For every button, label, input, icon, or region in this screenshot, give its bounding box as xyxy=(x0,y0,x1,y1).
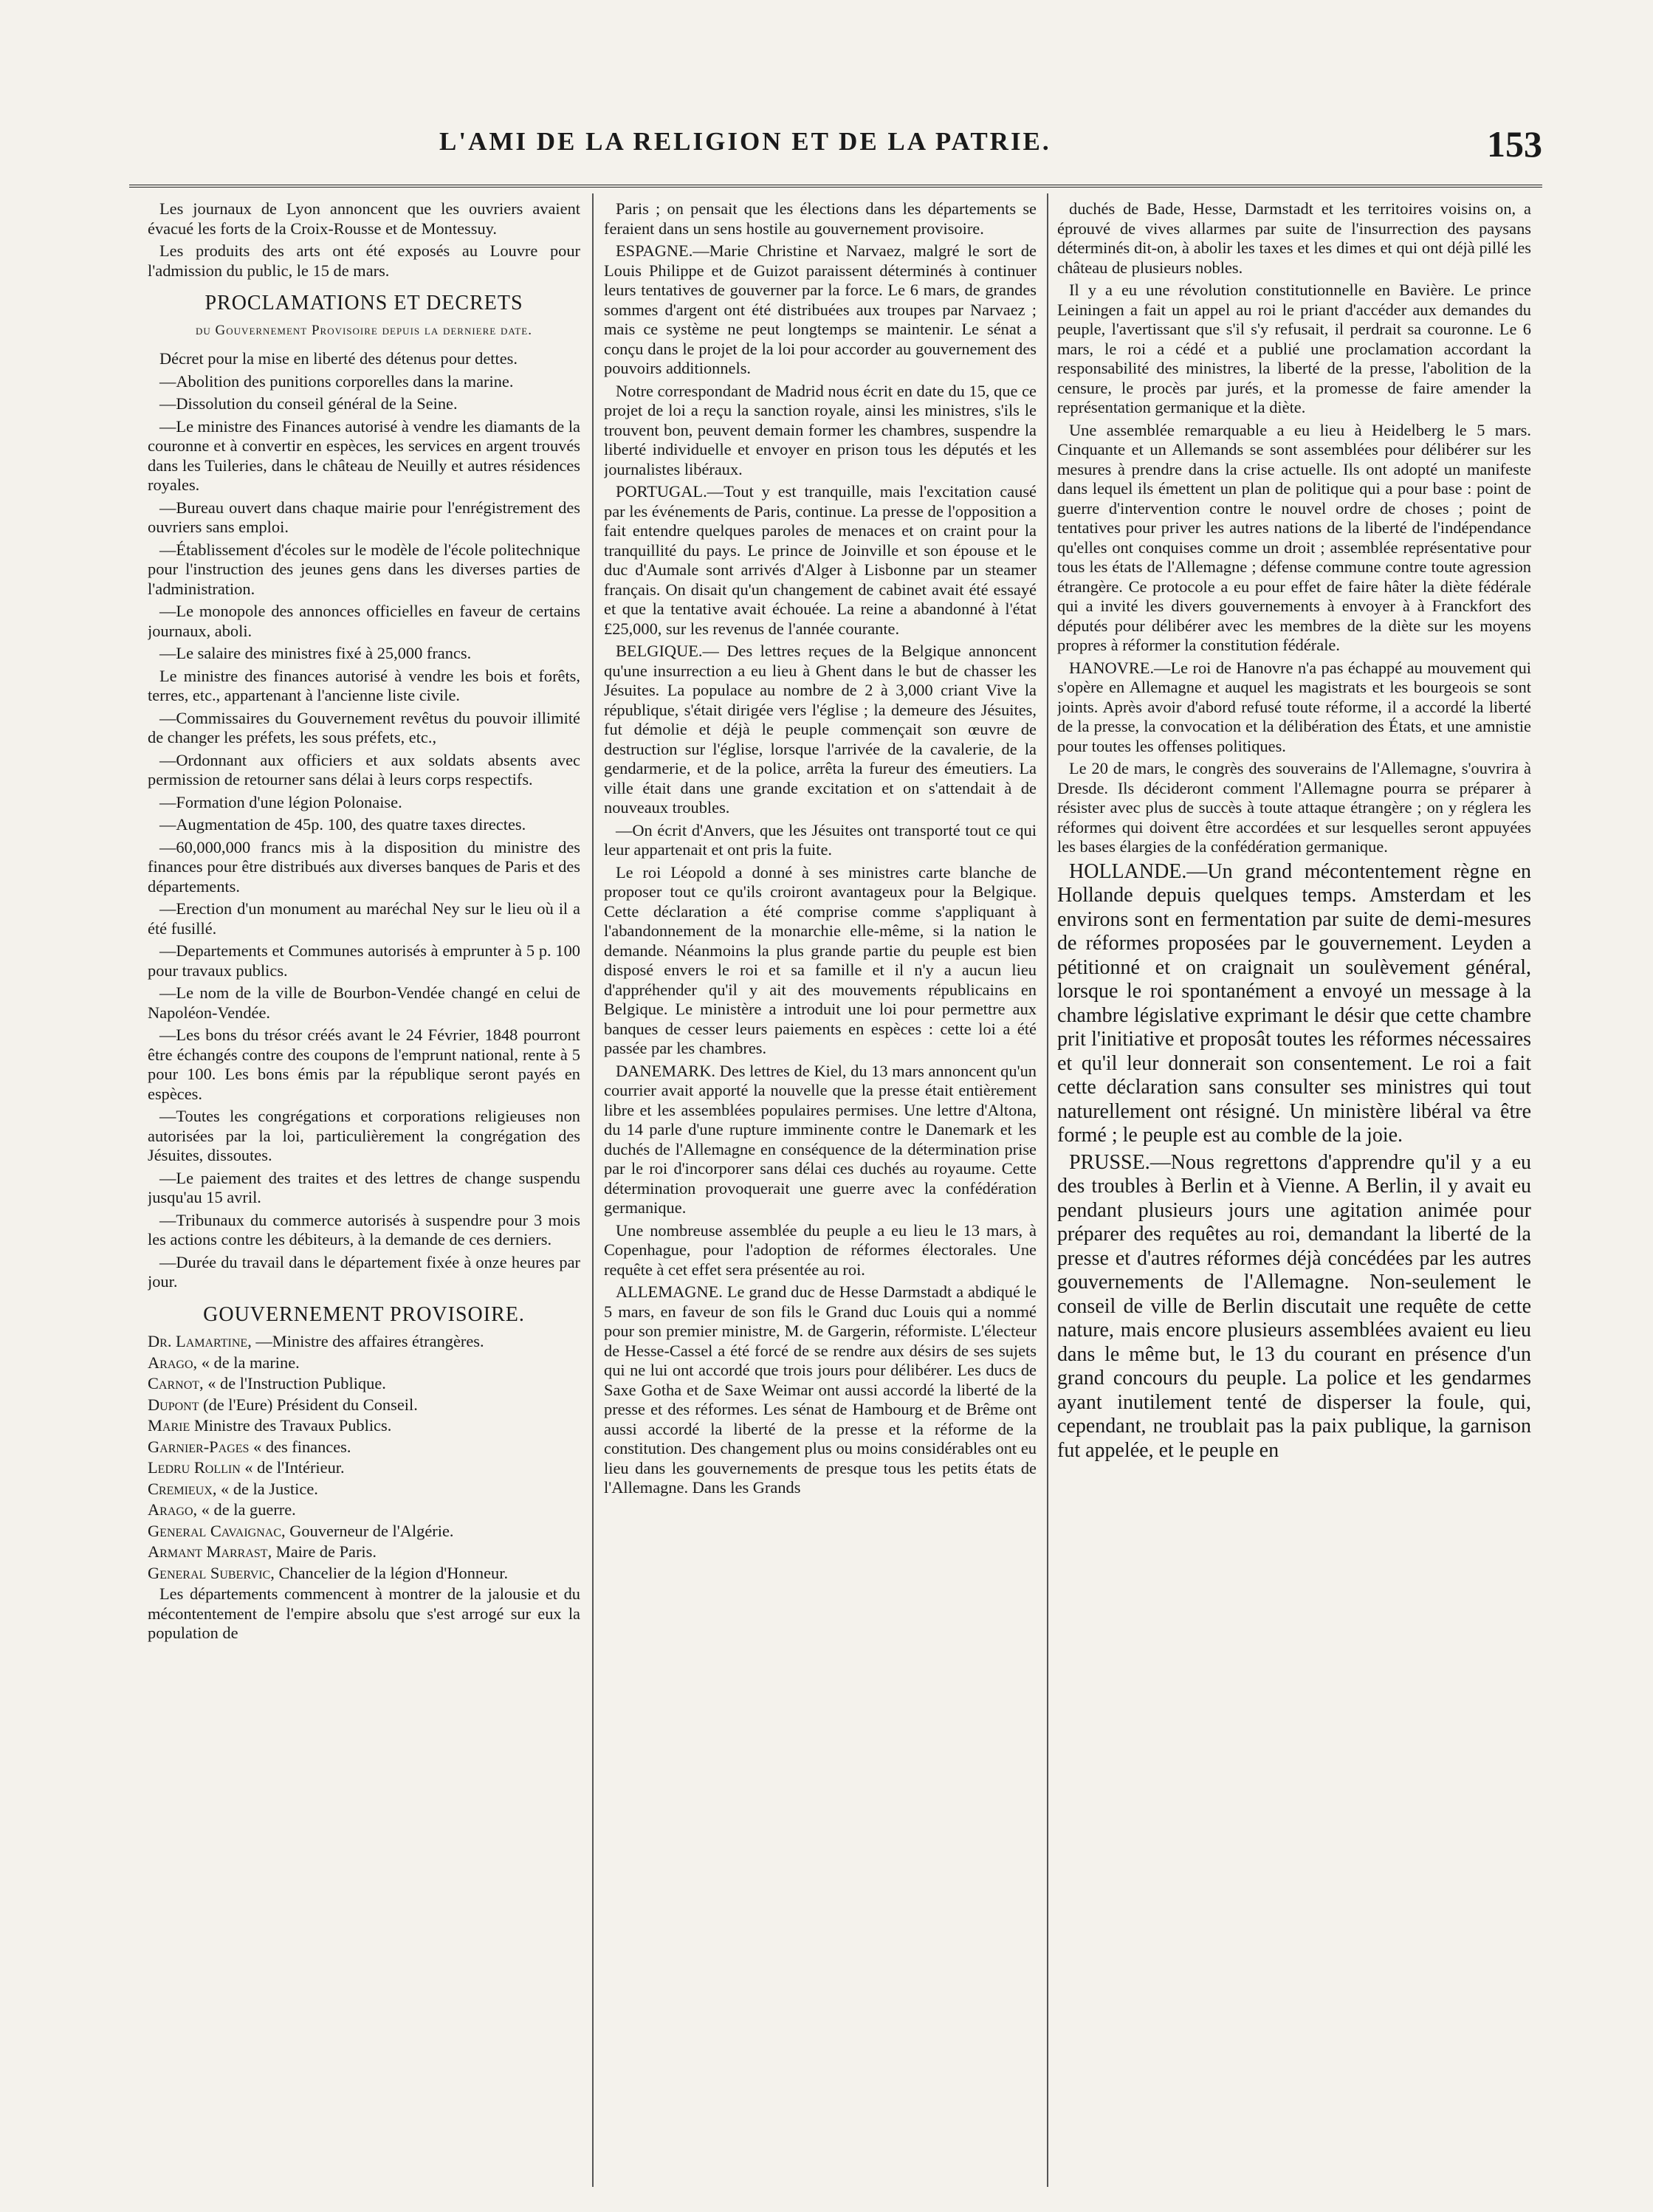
member-role: « de la Justice. xyxy=(221,1479,318,1498)
member-entry xyxy=(148,1542,580,1562)
decree-item: —Établissement d'écoles sur le modèle de l'école politechnique pour l'instruction des jeunes gens dans les diverses parties de l'administration. xyxy=(148,540,580,598)
journal-title: L'AMI DE LA RELIGION ET DE LA PATRIE. xyxy=(439,127,1051,156)
member-name: General Subervic, xyxy=(148,1563,275,1582)
decree-item: —Abolition des punitions corporelles dans la marine. xyxy=(159,371,514,391)
column-divider xyxy=(592,193,594,2187)
section-heading: PROCLAMATIONS ET DECRETS xyxy=(205,292,523,315)
member-entry xyxy=(148,1416,580,1436)
decree-item: —Formation d'une légion Polonaise. xyxy=(159,792,402,811)
paragraph: Il y a eu une révolution constitutionnelle en Bavière. Le prince Leiningen a fait un appel au roi le priant d'accéder aux demandes du peuple, l'avertissant que s'il s'y refusait, il perdrait sa couronne. Le 6 mars, le roi a cédé et a publié une proclamation accordant la responsabilité des ministres, la liberté de la presse, l'abolition de la censure, le procès par jurés, et la promesse de faire amender la représentation germanique et la diète. xyxy=(1057,281,1531,416)
member-name: Garnier-Pages xyxy=(148,1437,250,1456)
decree-item: —Augmentation de 45p. 100, des quatre taxes directes. xyxy=(159,815,526,834)
decree-item: —Dissolution du conseil général de la Seine. xyxy=(159,394,458,413)
decree-item: —Tribunaux du commerce autorisés à suspendre pour 3 mois les actions contre les débiteurs, à la demande de ces derniers. xyxy=(148,1210,580,1248)
member-role: Maire de Paris. xyxy=(275,1542,377,1561)
decree-item: —Le ministre des Finances autorisé à vendre les diamants de la couronne et à convertir en espèces, les services en argent trouvés dans les Tuileries, dans le château de Neuilly et autres résidences royales. xyxy=(148,416,580,494)
paragraph: PORTUGAL.—Tout y est tranquille, mais l'excitation causé par les événements de Paris, continue. La presse de l'opposition a fait entendre quelques paroles de menaces et on craint pour la tranquillité du pays. Le prince de Joinville et son épouse et le duc d'Aumale sont arrivés d'Alger à Lisbonne par un steamer français. On disait qu'un changement de cabinet avait été essayé et que la tentative avait échouée. La reine a abandonné à l'état £25,000, sur les revenus de l'année courante. xyxy=(604,482,1037,638)
member-role: —Ministre des affaires étrangères. xyxy=(255,1332,484,1350)
page-number: 153 xyxy=(1487,123,1542,165)
decree-item: —Le monopole des annonces officielles en faveur de certains journaux, aboli. xyxy=(148,602,580,640)
paragraph: ESPAGNE.—Marie Christine et Narvaez, malgré le sort de Louis Philippe et de Guizot paraissent déterminés à continuer leurs tentatives de gouverner par la force. Le 6 mars, de grandes sommes d'argent ont été distribuées aux troupes par Narvaez ; mais ce système ne peut longtemps se maintenir. Le sénat a conçu dans le projet de la loi pour accorder au gouvernement des pouvoirs additionnels. xyxy=(604,241,1037,377)
paragraph: Les journaux de Lyon annoncent que les ouvriers avaient évacué les forts de la Croix-Rousse et de Montessuy. xyxy=(148,199,580,238)
member-role: (de l'Eure) Président du Conseil. xyxy=(203,1395,418,1414)
member-role: « de la guerre. xyxy=(201,1500,296,1519)
paragraph-large: PRUSSE.—Nous regrettons d'apprendre qu'il y a eu des troubles à Berlin et à Vienne. A Berlin, il y avait eu pendant plusieurs jours une agitation animée pour préparer des requêtes au roi, demandant la liberté de la presse et d'autres réformes déjà concédées par les autres gouvernements de l'Allemagne. Non-seulement le conseil de ville de Berlin discutait une requête de cette nature, mais encore plusieurs assemblées avaient eu lieu dans le même but, le 13 du courant en présence d'un grand concours du peuple. La police et les gendarmes ayant inutilement tenté de disperser la foule, qui, cependant, ne troublait pas la paix publique, la garnison fut appelée, et le peuple en xyxy=(1057,1150,1531,1462)
member-entry xyxy=(148,1522,580,1542)
header-rule xyxy=(129,185,1542,188)
decree-item: —Ordonnant aux officiers et aux soldats absents avec permission de retourner sans délai à leurs corps respectifs. xyxy=(148,750,580,789)
decree-item: Le ministre des finances autorisé à vendre les bois et forêts, terres, etc., appartenant à l'ancienne liste civile. xyxy=(148,666,580,704)
member-entry xyxy=(148,1374,580,1394)
member-role: Gouverneur de l'Algérie. xyxy=(289,1521,454,1540)
paragraph: HANOVRE.—Le roi de Hanovre n'a pas échappé au mouvement qui s'opère en Allemagne et auquel les magistrats et les bourgeois se sont joints. Après avoir d'abord refusé toute réforme, il a accordé la liberté de la presse, la convocation et la délibération des États, et une amnistie pour toutes les offenses politiques. xyxy=(1057,658,1531,755)
decree-item: —Le nom de la ville de Bourbon-Vendée changé en celui de Napoléon-Vendée. xyxy=(148,983,580,1022)
paragraph: Notre correspondant de Madrid nous écrit en date du 15, que ce projet de loi a reçu la sanction royale, ainsi les ministres, s'ils le trouvent bon, peuvent demain former les chambres, suspendre la liberté individuelle et envoyer en prison tous les députés et les journalistes libéraux. xyxy=(604,381,1037,478)
member-entry xyxy=(148,1458,580,1478)
decree-item: —Le salaire des ministres fixé à 25,000 francs. xyxy=(159,644,472,662)
member-name: Ledru Rollin xyxy=(148,1458,241,1477)
column-1 xyxy=(148,199,580,2193)
section-subheading: du Gouvernement Provisoire depuis la derniere date. xyxy=(196,322,532,338)
decree-list xyxy=(148,349,580,1292)
member-role: « de l'Instruction Publique. xyxy=(207,1374,386,1392)
decree-item: —Les bons du trésor créés avant le 24 Février, 1848 pourront être échangés contre des coupons de l'emprunt national, rente à 5 pour 100. Les bons émis par la république seront payés en espèces. xyxy=(148,1026,580,1103)
paragraph: Le roi Léopold a donné à ses ministres carte blanche de proposer tout ce qu'ils croiront avantageux pour la Belgique. Cette déclaration a été comprise comme s'appliquant à l'abandonnement de la monarchie elle-même, si la nation le demande. Néanmoins la plus grande partie du peuple est bien disposé envers le roi et sa famille et il n'y a aucun lieu d'appréhender qu'il y ait des mouvements républicains en Belgique. Le ministère a introduit une loi pour permettre aux banques de cesser leurs paiements en espèces : cette loi a été passée par les chambres. xyxy=(604,862,1037,1057)
member-name: Cremieux, xyxy=(148,1479,217,1498)
paragraph: ALLEMAGNE. Le grand duc de Hesse Darmstadt a abdiqué le 5 mars, en faveur de son fils le Grand duc Louis qui a nommé pour son premier ministre, M. de Gargerin, réformiste. L'électeur de Hesse-Cassel a été forcé de se rendre aux désirs de ses sujets qui ne lui ont accordé que trois jours pour délibérer. Les ducs de Saxe Gotha et de Saxe Weimar ont aussi accordé la liberté de la presse et des réformes. Les sénat de Hambourg et de Brême ont aussi accordé la liberté de la presse et la réforme de la constitution. Des changement plus ou moins considérables ont eu lieu dans les gouvernements de presque tous les petits états de l'Allemagne. Dans les Grands xyxy=(604,1282,1037,1497)
paragraph-large: HOLLANDE.—Un grand mécontentement règne en Hollande depuis quelques temps. Amsterdam et les environs sont en fermentation par suite de demi-mesures de réformes proposées par le gouvernement. Leyden a pétitionné et on craignait un soulèvement général, lorsque le roi spontanément a envoyé un message à la chambre législative exprimant le désir que cette chambre prit l'initiative et proposât toutes les réformes nécessaires et qu'il leur donnerait son consentement. Le roi a fait cette déclaration sans consulter ses ministres qui tout naturellement ont résigné. Un ministère libéral va être formé ; le peuple est au comble de la joie. xyxy=(1057,859,1531,1147)
paragraph: —On écrit d'Anvers, que les Jésuites ont transporté tout ce qui leur appartenait et ont pris la fuite. xyxy=(604,820,1037,859)
column-2 xyxy=(604,199,1037,2193)
column-3 xyxy=(1057,199,1531,2193)
decree-item: —Le paiement des traites et des lettres de change suspendu jusqu'au 15 avril. xyxy=(148,1168,580,1206)
member-name: Carnot, xyxy=(148,1374,204,1392)
member-name: Arago, xyxy=(148,1353,198,1372)
paragraph: Une nombreuse assemblée du peuple a eu lieu le 13 mars, à Copenhague, pour l'adoption de réformes électorales. Une requête à cet effet sera présentée au roi. xyxy=(604,1220,1037,1279)
member-role: Ministre des Travaux Publics. xyxy=(193,1416,392,1435)
paragraph: BELGIQUE.— Des lettres reçues de la Belgique annoncent qu'une insurrection a eu lieu à Ghent dans le but de chasser les Jésuites. La populace au nombre de 2 à 3,000 criant Vive la république, s'était dirigée vers l'église ; la demeure des Jésuites, fut démolie et déjà le peuple commençait son œuvre de destruction sur l'église, lorsque l'arrivée de la cavalerie, de la gendarmerie, et de la police, arrêta la fureur des émeutiers. La ville était dans une grande excitation et on s'attendait à de nouveaux troubles. xyxy=(604,642,1037,817)
paragraph: Paris ; on pensait que les élections dans les départements se feraient dans un sens hostile au gouvernement provisoire. xyxy=(604,199,1037,238)
decree-item: Décret pour la mise en liberté des détenus pour dettes. xyxy=(159,349,518,368)
paragraph: DANEMARK. Des lettres de Kiel, du 13 mars annoncent qu'un courrier avait apporté la nouvelle que la presse était entièrement libre et les assemblées populaires permises. Une lettre d'Altona, du 14 parle d'une rupture imminente contre le Danemark et les duchés de l'Allemagne en conséquence de la détermination prise par le roi d'incorporer sans délai ces duchés au royaume. Cette détermination provoquerait une guerre avec la confédération germanique. xyxy=(604,1061,1037,1217)
paragraph: duchés de Bade, Hesse, Darmstadt et les territoires voisins on, a éprouvé de vives allarmes par suite de l'insurrection des paysans déterminés dit-on, à abolir les taxes et les dimes et qui ont déjà pillé les château de plusieurs nobles. xyxy=(1057,199,1531,277)
member-entry xyxy=(148,1500,580,1520)
section-heading: GOUVERNEMENT PROVISOIRE. xyxy=(203,1302,525,1326)
member-entry xyxy=(148,1480,580,1500)
decree-item: —Bureau ouvert dans chaque mairie pour l'enrégistrement des ouvriers sans emploi. xyxy=(148,498,580,536)
member-name: Arago, xyxy=(148,1500,198,1519)
paragraph: Les produits des arts ont été exposés au Louvre pour l'admission du public, le 15 de mars. xyxy=(148,241,580,280)
member-list xyxy=(148,1332,580,1583)
decree-item: —Departements et Communes autorisés à emprunter à 5 p. 100 pour travaux publics. xyxy=(148,941,580,980)
decree-item: —Durée du travail dans le département fixée à onze heures par jour. xyxy=(148,1252,580,1291)
member-role: « de l'Intérieur. xyxy=(244,1458,345,1477)
paragraph: Les départements commencent à montrer de la jalousie et du mécontentement de l'empire absolu que s'est arrogé sur eux la population de xyxy=(148,1584,580,1642)
member-entry xyxy=(148,1332,580,1352)
member-name: Armant Marrast, xyxy=(148,1542,272,1561)
member-name: General Cavaignac, xyxy=(148,1521,286,1540)
paragraph: Une assemblée remarquable a eu lieu à Heidelberg le 5 mars. Cinquante et un Allemands se sont assemblées pour délibérer sur les mesures à prendre dans la crise actuelle. Ils ont adopté un manifeste dans lequel ils émettent un plan de politique qui a pour base : point de guerre d'intervention contre le nouvel ordre de choses ; point de tentatives pour priver les autres nations de la liberté de l'indépendance qu'elles ont conquises comme un droit ; assemblée représentative pour tous les états de l'Allemagne ; défense commune contre toute agression étrangère. Ce protocole a eu pour effet de faire hâter la diète fédérale qui a invité les divers gouvernements à envoyer à à Franckfort des députés pour délibérer avec les membres de la diète sur les moyens propres à réformer la constitution fédérale. xyxy=(1057,420,1531,654)
member-name: Marie xyxy=(148,1416,190,1435)
member-role: « des finances. xyxy=(253,1437,351,1456)
decree-item: —Toutes les congrégations et corporations religieuses non autorisées par la loi, particulièrement la congrégation des Jésuites, dissoutes. xyxy=(148,1107,580,1164)
decree-item: —60,000,000 francs mis à la disposition du ministre des finances pour être distribués aux diverses banques de Paris et des départements. xyxy=(148,837,580,896)
paragraph: Le 20 de mars, le congrès des souverains de l'Allemagne, s'ouvrira à Dresde. Ils décideront comment l'Allemagne pourra se préparer à résister avec plus de succès à toute attaque étrangère ; on y réglera les réformes qui doivent être accordées et sur lesquelles seront appuyées les bases élargies de la confédération germanique. xyxy=(1057,759,1531,856)
decree-item: —Commissaires du Gouvernement revêtus du pouvoir illimité de changer les préfets, les sous préfets, etc., xyxy=(148,708,580,746)
member-entry xyxy=(148,1438,580,1457)
member-name: Dupont xyxy=(148,1395,199,1414)
column-divider xyxy=(1047,193,1048,2187)
member-entry xyxy=(148,1395,580,1415)
member-entry xyxy=(148,1564,580,1584)
member-name: Dr. Lamartine, xyxy=(148,1332,252,1350)
decree-item: —Erection d'un monument au maréchal Ney sur le lieu où il a été fusillé. xyxy=(148,899,580,938)
member-entry xyxy=(148,1353,580,1373)
member-role: Chancelier de la légion d'Honneur. xyxy=(278,1563,509,1582)
running-header xyxy=(129,123,1542,171)
member-role: « de la marine. xyxy=(201,1353,300,1372)
